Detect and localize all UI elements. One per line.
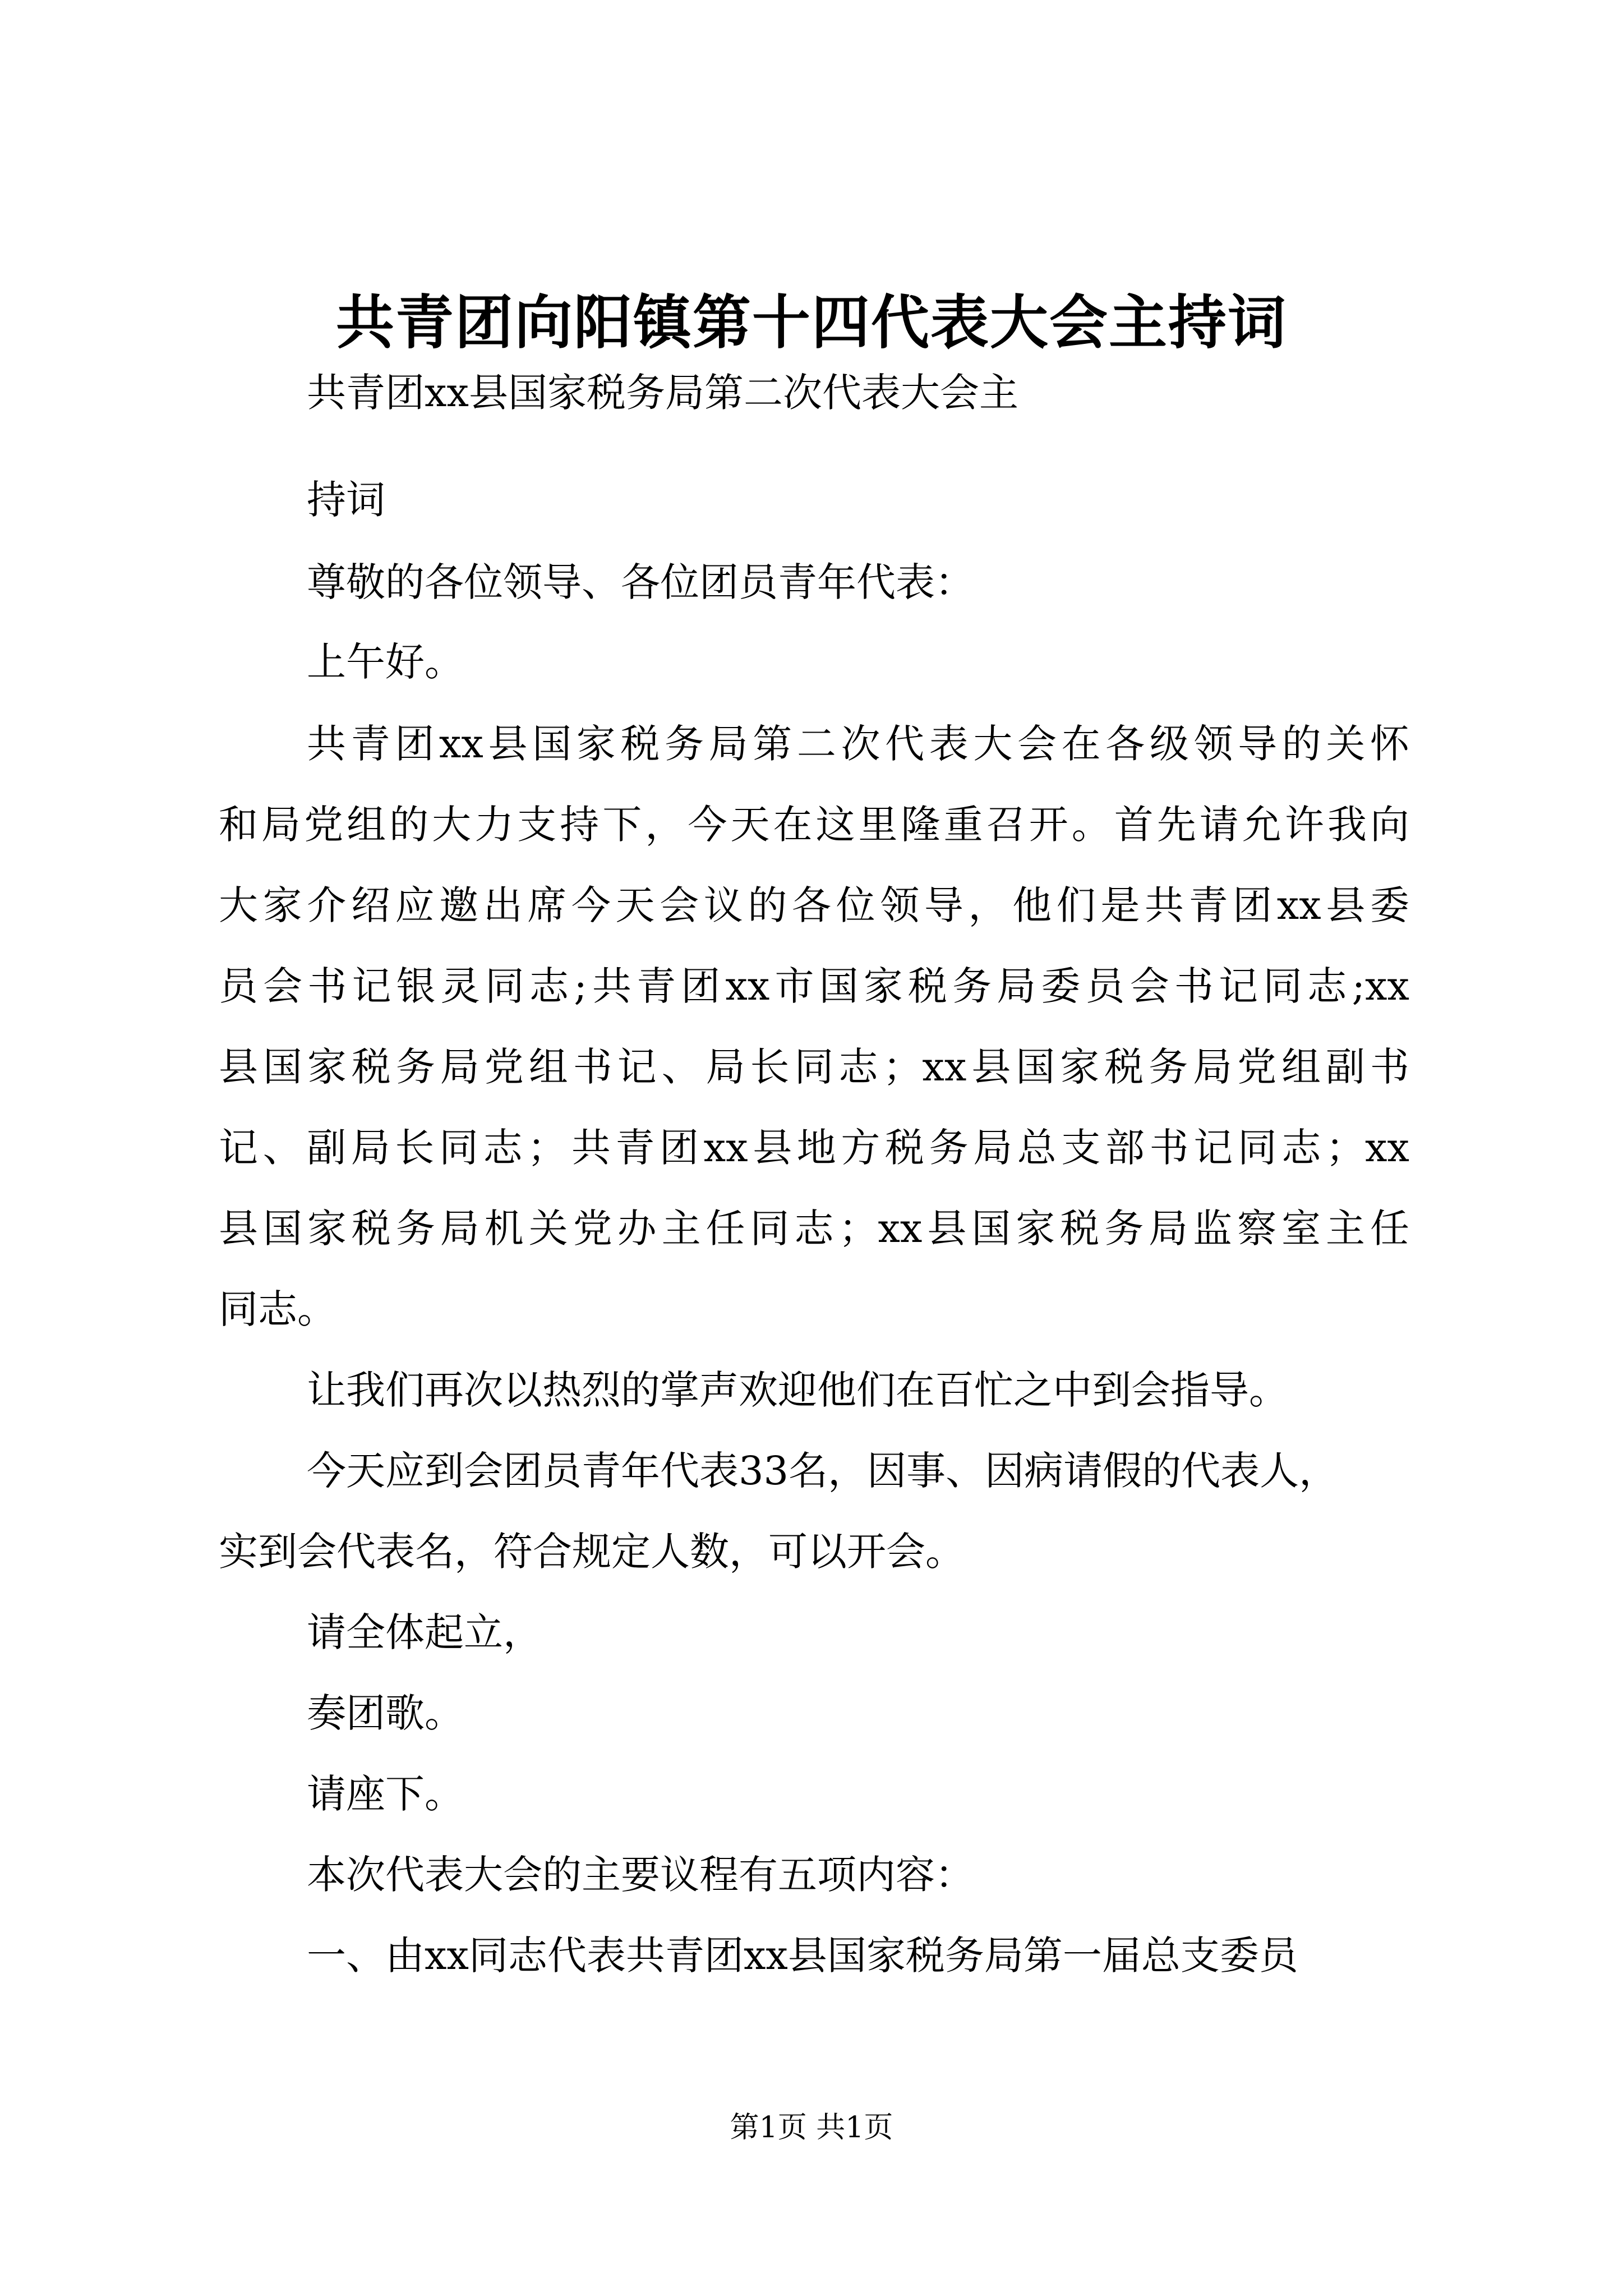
paragraph-line: 共青团xx县国家税务局第二次代表大会主: [307, 370, 1018, 416]
paragraph-line: 员会书记银灵同志;共青团xx市国家税务局委员会书记同志;xx: [219, 963, 1409, 1009]
paragraph-line: 和局党组的大力支持下，今天在这里隆重召开。首先请允许我向: [219, 802, 1409, 848]
page-footer: 第1页 共1页: [730, 2111, 893, 2145]
paragraph-line: 实到会代表名，符合规定人数，可以开会。: [219, 1529, 965, 1575]
paragraph-line: 一、由xx同志代表共青团xx县国家税务局第一届总支委员: [307, 1932, 1298, 1978]
paragraph-line: 记、副局长同志；共青团xx县地方税务局总支部书记同志；xx: [219, 1125, 1409, 1171]
document-title: 共青团向阳镇第十四代表大会主持词: [335, 288, 1287, 357]
paragraph-line: 请全体起立，: [307, 1609, 542, 1655]
paragraph-line: 大家介绍应邀出席今天会议的各位领导，他们是共青团xx县委: [219, 882, 1409, 928]
paragraph-line: 让我们再次以热烈的掌声欢迎他们在百忙之中到会指导。: [307, 1367, 1288, 1413]
paragraph-line: 奏团歌。: [307, 1690, 464, 1736]
paragraph-line: 尊敬的各位领导、各位团员青年代表：: [307, 559, 974, 605]
paragraph-line: 持词: [307, 477, 385, 523]
paragraph-line: 今天应到会团员青年代表33名，因事、因病请假的代表人，: [307, 1448, 1339, 1494]
paragraph-line: 县国家税务局党组书记、局长同志；xx县国家税务局党组副书: [219, 1044, 1409, 1090]
paragraph-line: 本次代表大会的主要议程有五项内容：: [307, 1852, 974, 1898]
paragraph-line: 上午好。: [307, 639, 464, 685]
paragraph-line: 县国家税务局机关党办主任同志；xx县国家税务局监察室主任: [219, 1205, 1409, 1251]
paragraph-line: 同志。: [219, 1286, 336, 1332]
paragraph-line: 请座下。: [307, 1771, 464, 1817]
paragraph-line: 共青团xx县国家税务局第二次代表大会在各级领导的关怀: [307, 721, 1409, 767]
